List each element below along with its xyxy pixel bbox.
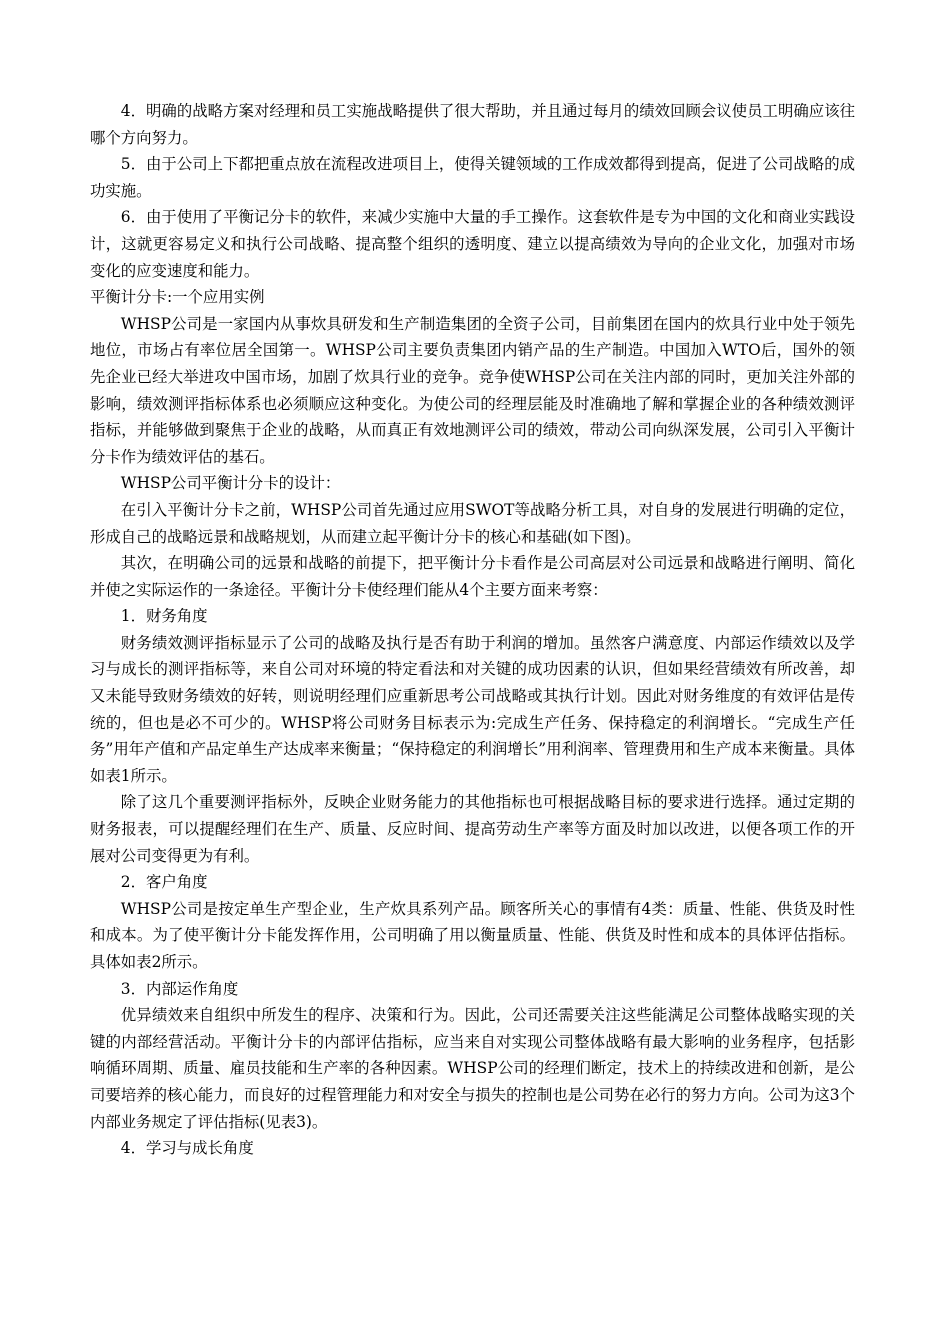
paragraph-company-intro: WHSP公司是一家国内从事炊具研发和生产制造集团的全资子公司，目前集团在国内的炊具行业中处于领先地位，市场占有率位居全国第一。WHSP公司主要负责集团内销产品的生产制造。中国加入WTO后，国外的领先企业已经大举进攻中国市场，加剧了炊具行业的竞争。竞争使WHSP公司在关注内部的同时，更加关注外部的影响，绩效测评指标体系也必须顺应这种变化。为使公司的经理层能及时准确地了解和掌握企业的各种绩效测评指标，并能够做到聚焦于企业的战略，从而真正有效地测评公司的绩效，带动公司向纵深发展，公司引入平衡计分卡作为绩效评估的基石。 bbox=[90, 314, 855, 466]
paragraph-internal: 优异绩效来自组织中所发生的程序、决策和行为。因此，公司还需要关注这些能满足公司整体战略实现的关键的内部经营活动。平衡计分卡的内部评估指标，应当来自对实现公司整体战略有最大影响的业务程序，包括影响循环周期、质量、雇员技能和生产率的各种因素。WHSP公司的经理们断定，技术上的持续改进和创新，是公司要培养的核心能力，而良好的过程管理能力和对安全与损失的控制也是公司势在必行的努力方向。公司为这3个内部业务规定了评估指标(见表3)。 bbox=[90, 1006, 855, 1131]
subheading-financial: 1．财务角度 bbox=[120, 607, 208, 626]
paragraph-financial: 财务绩效测评指标显示了公司的战略及执行是否有助于利润的增加。虽然客户满意度、内部运作绩效以及学习与成长的测评指标等，来自公司对环境的特定看法和对关键的成功因素的认识，但如果经营绩效有所改善，却又未能导致财务绩效的好转，则说明经理们应重新思考公司战略或其执行计划。因此对财务维度的有效评估是传统的，但也是必不可少的。WHSP将公司财务目标表示为:完成生产任务、保持稳定的利润增长。“完成生产任务”用年产值和产品定单生产达成率来衡量；“保持稳定的利润增长”用利润率、管理费用和生产成本来衡量。具体如表1所示。 bbox=[90, 633, 855, 785]
subheading-internal: 3．内部运作角度 bbox=[120, 979, 239, 998]
paragraph-design-title: WHSP公司平衡计分卡的设计： bbox=[120, 474, 341, 493]
paragraph-item-5: 5．由于公司上下都把重点放在流程改进项目上，使得关键领域的工作成效都得到提高，促进了公司战略的成功实施。 bbox=[90, 155, 855, 200]
paragraph-four-aspects: 其次，在明确公司的远景和战略的前提下，把平衡计分卡看作是公司高层对公司远景和战略进行阐明、简化并使之实际运作的一条途径。平衡计分卡使经理们能从4个主要方面来考察： bbox=[90, 554, 855, 599]
section-heading: 平衡计分卡:一个应用实例 bbox=[90, 288, 265, 307]
paragraph-item-6: 6．由于使用了平衡记分卡的软件，来减少实施中大量的手工操作。这套软件是专为中国的文化和商业实践设计，这就更容易定义和执行公司战略、提高整个组织的透明度、建立以提高绩效为导向的企业文化，加强对市场变化的应变速度和能力。 bbox=[90, 208, 855, 280]
paragraph-swot: 在引入平衡计分卡之前，WHSP公司首先通过应用SWOT等战略分析工具，对自身的发展进行明确的定位，形成自己的战略远景和战略规划，从而建立起平衡计分卡的核心和基础(如下图)。 bbox=[90, 500, 855, 546]
subheading-learning: 4．学习与成长角度 bbox=[120, 1139, 254, 1158]
paragraph-financial-other: 除了这几个重要测评指标外，反映企业财务能力的其他指标也可根据战略目标的要求进行选择。通过定期的财务报表，可以提醒经理们在生产、质量、反应时间、提高劳动生产率等方面及时加以改进，以便各项工作的开展对公司变得更为有利。 bbox=[90, 793, 855, 865]
paragraph-customer: WHSP公司是按定单生产型企业，生产炊具系列产品。顾客所关心的事情有4类：质量、性能、供货及时性和成本。为了使平衡计分卡能发挥作用，公司明确了用以衡量质量、性能、供货及时性和成本的具体评估指标。具体如表2所示。 bbox=[90, 899, 855, 971]
paragraph-item-4: 4．明确的战略方案对经理和员工实施战略提供了很大帮助，并且通过每月的绩效回顾会议使员工明确应该往哪个方向努力。 bbox=[90, 102, 855, 147]
subheading-customer: 2．客户角度 bbox=[120, 873, 208, 892]
